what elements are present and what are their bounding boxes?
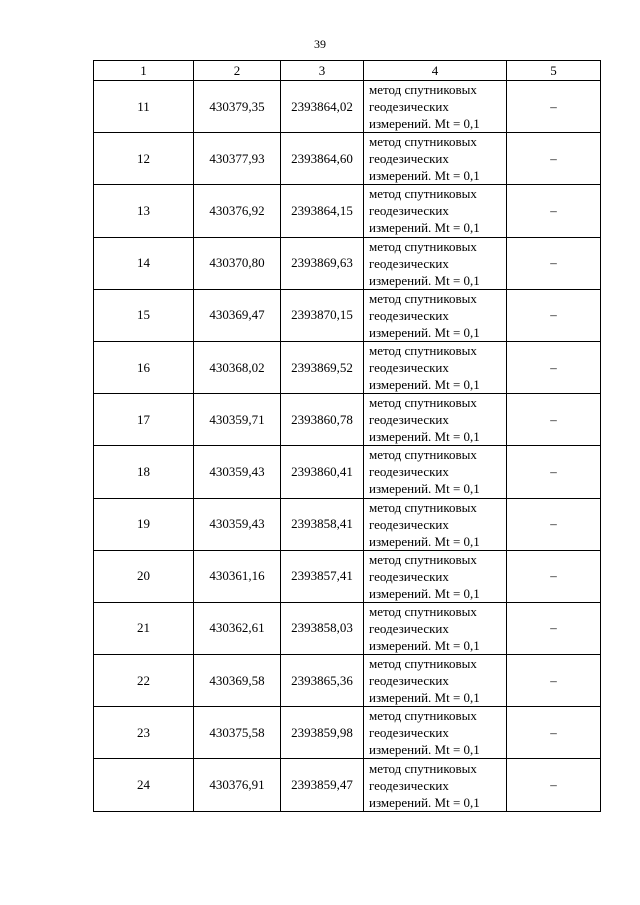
method-line: геодезических: [369, 673, 449, 689]
y-coordinate-cell: 2393859,98: [281, 707, 364, 759]
method-line: метод спутниковых: [369, 760, 477, 776]
point-number-cell: 16: [94, 341, 194, 393]
method-line: метод спутниковых: [369, 290, 477, 306]
method-cell: [364, 81, 507, 133]
y-coordinate-cell: 2393860,41: [281, 446, 364, 498]
x-coordinate-cell: 430359,43: [194, 446, 281, 498]
y-coordinate-cell: 2393869,63: [281, 237, 364, 289]
header-col-5: 5: [507, 61, 601, 81]
header-col-2: 2: [194, 61, 281, 81]
column-5-cell: –: [507, 341, 601, 393]
point-number-cell: 24: [94, 759, 194, 811]
x-coordinate-cell: 430376,91: [194, 759, 281, 811]
table-row: [94, 237, 601, 289]
x-coordinate-cell: 430379,35: [194, 81, 281, 133]
table-row: [94, 289, 601, 341]
method-line: геодезических: [369, 360, 449, 376]
method-line: метод спутниковых: [369, 551, 477, 567]
y-coordinate-cell: 2393858,41: [281, 498, 364, 550]
x-coordinate-cell: 430369,58: [194, 655, 281, 707]
point-number-cell: 17: [94, 394, 194, 446]
column-5-cell: –: [507, 707, 601, 759]
method-line: измерений. Mt = 0,1: [369, 585, 480, 601]
table-row: [94, 446, 601, 498]
point-number-cell: 21: [94, 602, 194, 654]
method-line: измерений. Mt = 0,1: [369, 690, 480, 706]
method-line: метод спутниковых: [369, 343, 477, 359]
column-5-cell: –: [507, 498, 601, 550]
coordinates-table: [93, 60, 601, 812]
method-line: измерений. Mt = 0,1: [369, 637, 480, 653]
y-coordinate-cell: 2393860,78: [281, 394, 364, 446]
table-row: [94, 498, 601, 550]
method-cell: [364, 707, 507, 759]
method-line: геодезических: [369, 464, 449, 480]
table-row: [94, 550, 601, 602]
column-5-cell: –: [507, 133, 601, 185]
method-cell: [364, 394, 507, 446]
y-coordinate-cell: 2393864,15: [281, 185, 364, 237]
method-line: измерений. Mt = 0,1: [369, 533, 480, 549]
point-number-cell: 15: [94, 289, 194, 341]
point-number-cell: 12: [94, 133, 194, 185]
method-cell: [364, 602, 507, 654]
column-5-cell: –: [507, 237, 601, 289]
method-cell: [364, 655, 507, 707]
x-coordinate-cell: 430359,43: [194, 498, 281, 550]
method-cell: [364, 133, 507, 185]
method-line: измерений. Mt = 0,1: [369, 220, 480, 236]
table-body: [94, 81, 601, 812]
header-col-1: 1: [94, 61, 194, 81]
y-coordinate-cell: 2393869,52: [281, 341, 364, 393]
column-5-cell: –: [507, 655, 601, 707]
x-coordinate-cell: 430362,61: [194, 602, 281, 654]
y-coordinate-cell: 2393864,60: [281, 133, 364, 185]
method-cell: [364, 550, 507, 602]
method-line: измерений. Mt = 0,1: [369, 324, 480, 340]
method-cell: [364, 185, 507, 237]
method-cell: [364, 341, 507, 393]
column-5-cell: –: [507, 289, 601, 341]
point-number-cell: 20: [94, 550, 194, 602]
method-line: измерений. Mt = 0,1: [369, 481, 480, 497]
method-line: метод спутниковых: [369, 395, 477, 411]
method-line: геодезических: [369, 620, 449, 636]
method-cell: [364, 759, 507, 811]
point-number-cell: 23: [94, 707, 194, 759]
point-number-cell: 22: [94, 655, 194, 707]
y-coordinate-cell: 2393870,15: [281, 289, 364, 341]
method-line: геодезических: [369, 255, 449, 271]
method-cell: [364, 446, 507, 498]
point-number-cell: 19: [94, 498, 194, 550]
method-line: геодезических: [369, 725, 449, 741]
point-number-cell: 18: [94, 446, 194, 498]
method-cell: [364, 498, 507, 550]
y-coordinate-cell: 2393865,36: [281, 655, 364, 707]
column-5-cell: –: [507, 550, 601, 602]
x-coordinate-cell: 430369,47: [194, 289, 281, 341]
header-col-4: 4: [364, 61, 507, 81]
table-row: [94, 394, 601, 446]
x-coordinate-cell: 430359,71: [194, 394, 281, 446]
method-line: геодезических: [369, 99, 449, 115]
x-coordinate-cell: 430368,02: [194, 341, 281, 393]
method-line: измерений. Mt = 0,1: [369, 429, 480, 445]
method-line: геодезических: [369, 777, 449, 793]
x-coordinate-cell: 430376,92: [194, 185, 281, 237]
method-line: метод спутниковых: [369, 186, 477, 202]
method-cell: [364, 289, 507, 341]
table-row: [94, 707, 601, 759]
method-line: геодезических: [369, 307, 449, 323]
y-coordinate-cell: 2393864,02: [281, 81, 364, 133]
header-col-3: 3: [281, 61, 364, 81]
method-line: метод спутниковых: [369, 82, 477, 98]
method-line: геодезических: [369, 203, 449, 219]
method-line: измерений. Mt = 0,1: [369, 168, 480, 184]
method-line: метод спутниковых: [369, 603, 477, 619]
x-coordinate-cell: 430361,16: [194, 550, 281, 602]
y-coordinate-cell: 2393857,41: [281, 550, 364, 602]
page-number: 39: [314, 37, 326, 51]
x-coordinate-cell: 430377,93: [194, 133, 281, 185]
point-number-cell: 11: [94, 81, 194, 133]
table-row: [94, 81, 601, 133]
x-coordinate-cell: 430370,80: [194, 237, 281, 289]
header-row: [94, 61, 601, 81]
column-5-cell: –: [507, 759, 601, 811]
column-5-cell: –: [507, 185, 601, 237]
method-line: метод спутниковых: [369, 447, 477, 463]
table-row: [94, 133, 601, 185]
column-5-cell: –: [507, 602, 601, 654]
table-row: [94, 759, 601, 811]
table-row: [94, 341, 601, 393]
method-line: метод спутниковых: [369, 708, 477, 724]
method-line: метод спутниковых: [369, 499, 477, 515]
y-coordinate-cell: 2393859,47: [281, 759, 364, 811]
x-coordinate-cell: 430375,58: [194, 707, 281, 759]
point-number-cell: 14: [94, 237, 194, 289]
column-5-cell: –: [507, 394, 601, 446]
method-line: измерений. Mt = 0,1: [369, 742, 480, 758]
method-line: геодезических: [369, 151, 449, 167]
table-row: [94, 185, 601, 237]
method-line: метод спутниковых: [369, 656, 477, 672]
method-cell: [364, 237, 507, 289]
method-line: геодезических: [369, 412, 449, 428]
method-line: измерений. Mt = 0,1: [369, 794, 480, 810]
column-5-cell: –: [507, 446, 601, 498]
table-row: [94, 602, 601, 654]
method-line: метод спутниковых: [369, 134, 477, 150]
method-line: геодезических: [369, 568, 449, 584]
method-line: измерений. Mt = 0,1: [369, 377, 480, 393]
method-line: метод спутниковых: [369, 238, 477, 254]
column-5-cell: –: [507, 81, 601, 133]
point-number-cell: 13: [94, 185, 194, 237]
table-row: [94, 655, 601, 707]
y-coordinate-cell: 2393858,03: [281, 602, 364, 654]
method-line: измерений. Mt = 0,1: [369, 272, 480, 288]
method-line: измерений. Mt = 0,1: [369, 116, 480, 132]
method-line: геодезических: [369, 516, 449, 532]
